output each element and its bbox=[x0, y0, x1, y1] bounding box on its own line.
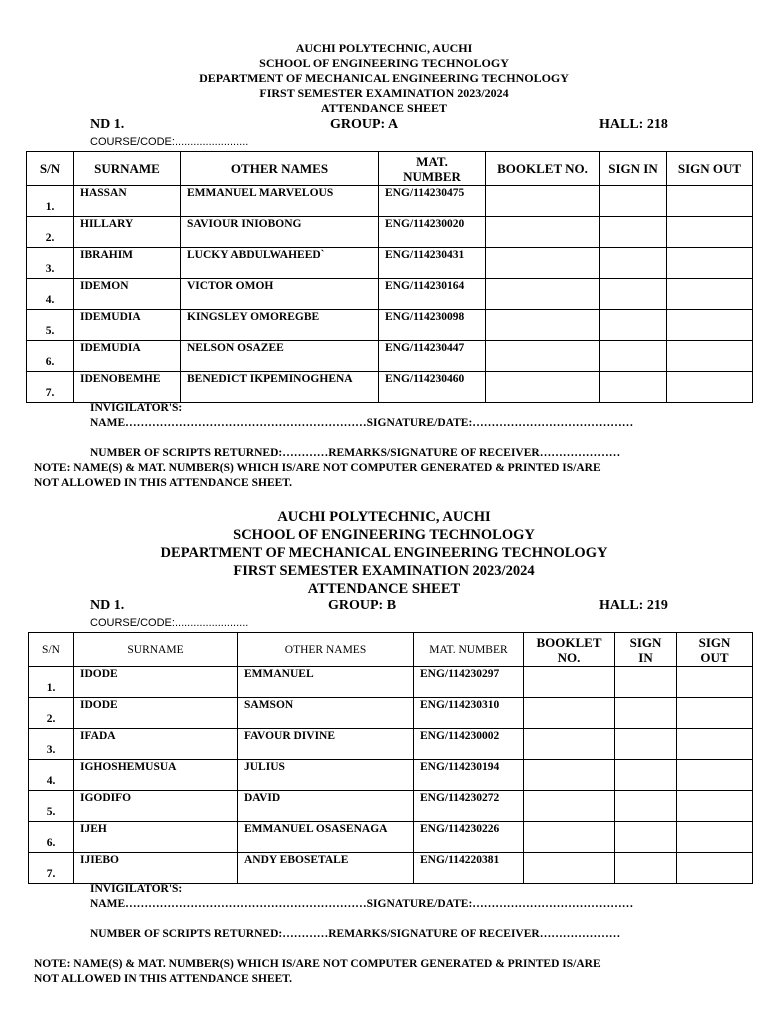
col-booklet: BOOKLET NO. bbox=[486, 152, 600, 186]
row-surname: IBRAHIM bbox=[74, 248, 181, 279]
row-other-names: FAVOUR DIVINE bbox=[238, 729, 414, 760]
sign-out-cell[interactable] bbox=[677, 729, 753, 760]
booklet-cell[interactable] bbox=[486, 217, 600, 248]
invigilator-name-line: NAME………………………………………………………SIGNATURE/DATE:…………………………………… bbox=[90, 898, 634, 910]
row-mat-number: ENG/114230020 bbox=[379, 217, 486, 248]
sign-in-cell[interactable] bbox=[600, 310, 667, 341]
booklet-cell[interactable] bbox=[524, 729, 615, 760]
row-sn: 4. bbox=[27, 279, 74, 310]
table-row bbox=[29, 853, 753, 884]
course-code-line: COURSE/CODE:........................ bbox=[90, 136, 249, 148]
department-title: DEPARTMENT OF MECHANICAL ENGINEERING TECHNOLOGY bbox=[199, 71, 569, 85]
col-surname: SURNAME bbox=[74, 152, 181, 186]
booklet-cell[interactable] bbox=[524, 791, 615, 822]
sign-out-cell[interactable] bbox=[677, 698, 753, 729]
booklet-cell[interactable] bbox=[486, 186, 600, 217]
institution-title: AUCHI POLYTECHNIC, AUCHI bbox=[295, 41, 473, 55]
table-row bbox=[27, 372, 753, 403]
invigilator-label: INVIGILATOR'S: bbox=[90, 402, 183, 414]
col-booklet: BOOKLET NO. bbox=[524, 633, 615, 667]
row-other-names: SAVIOUR INIOBONG bbox=[181, 217, 379, 248]
note-line-1: NOTE: NAME(S) & MAT. NUMBER(S) WHICH IS/ARE NOT COMPUTER GENERATED & PRINTED IS/ARE bbox=[34, 958, 601, 970]
row-sn: 2. bbox=[29, 698, 74, 729]
col-sign-in: SIGN IN bbox=[615, 633, 677, 667]
row-mat-number: ENG/114230002 bbox=[414, 729, 524, 760]
note-line-2: NOT ALLOWED IN THIS ATTENDANCE SHEET. bbox=[34, 973, 292, 985]
table-row bbox=[27, 248, 753, 279]
row-sn: 3. bbox=[27, 248, 74, 279]
row-sn: 6. bbox=[29, 822, 74, 853]
booklet-cell[interactable] bbox=[486, 248, 600, 279]
row-surname: IDENOBEMHE bbox=[74, 372, 181, 403]
row-sn: 7. bbox=[27, 372, 74, 403]
sign-out-cell[interactable] bbox=[677, 822, 753, 853]
sign-out-cell[interactable] bbox=[677, 853, 753, 884]
sign-in-cell[interactable] bbox=[600, 248, 667, 279]
sheet-title: ATTENDANCE SHEET bbox=[307, 581, 461, 597]
booklet-cell[interactable] bbox=[524, 667, 615, 698]
sign-in-cell[interactable] bbox=[600, 186, 667, 217]
col-sn: S/N bbox=[27, 152, 74, 186]
table-row bbox=[27, 341, 753, 372]
booklet-cell[interactable] bbox=[486, 310, 600, 341]
row-sn: 1. bbox=[27, 186, 74, 217]
booklet-cell[interactable] bbox=[524, 853, 615, 884]
booklet-cell[interactable] bbox=[486, 341, 600, 372]
scripts-returned-line: NUMBER OF SCRIPTS RETURNED:…………REMARKS/SIGNATURE OF RECEIVER………………… bbox=[90, 928, 621, 940]
row-surname: IDEMUDIA bbox=[74, 310, 181, 341]
row-other-names: ANDY EBOSETALE bbox=[238, 853, 414, 884]
row-surname: IDEMON bbox=[74, 279, 181, 310]
group-label: GROUP: A bbox=[330, 117, 399, 132]
col-mat-number: MAT. NUMBER bbox=[379, 152, 486, 186]
booklet-cell[interactable] bbox=[524, 822, 615, 853]
booklet-cell[interactable] bbox=[486, 372, 600, 403]
table-row bbox=[29, 791, 753, 822]
sign-out-cell[interactable] bbox=[667, 279, 753, 310]
row-other-names: EMMANUEL MARVELOUS bbox=[181, 186, 379, 217]
sign-out-cell[interactable] bbox=[677, 791, 753, 822]
invigilator-label: INVIGILATOR'S: bbox=[90, 883, 183, 895]
table-row bbox=[27, 279, 753, 310]
sign-in-cell[interactable] bbox=[600, 279, 667, 310]
sheet-title: ATTENDANCE SHEET bbox=[320, 101, 448, 115]
col-sn: S/N bbox=[29, 633, 74, 667]
row-surname: IJIEBO bbox=[74, 853, 238, 884]
row-surname: IDODE bbox=[74, 698, 238, 729]
hall-label: HALL: 218 bbox=[599, 117, 668, 132]
exam-title: FIRST SEMESTER EXAMINATION 2023/2024 bbox=[233, 563, 535, 579]
col-surname: SURNAME bbox=[74, 633, 238, 667]
attendance-table bbox=[26, 151, 753, 403]
sign-in-cell[interactable] bbox=[615, 822, 677, 853]
sign-out-cell[interactable] bbox=[667, 310, 753, 341]
table-row bbox=[29, 729, 753, 760]
booklet-cell[interactable] bbox=[524, 698, 615, 729]
sign-in-cell[interactable] bbox=[615, 853, 677, 884]
sign-in-cell[interactable] bbox=[615, 698, 677, 729]
row-surname: IJEH bbox=[74, 822, 238, 853]
level-label: ND 1. bbox=[90, 598, 125, 613]
row-other-names: VICTOR OMOH bbox=[181, 279, 379, 310]
invigilator-name-line: NAME………………………………………………………SIGNATURE/DATE:…………………………………… bbox=[90, 417, 634, 429]
col-other-names: OTHER NAMES bbox=[181, 152, 379, 186]
table-header-row bbox=[27, 152, 753, 186]
sign-out-cell[interactable] bbox=[667, 217, 753, 248]
row-sn: 5. bbox=[29, 791, 74, 822]
row-mat-number: ENG/114220381 bbox=[414, 853, 524, 884]
col-sign-out: SIGN OUT bbox=[667, 152, 753, 186]
row-other-names: DAVID bbox=[238, 791, 414, 822]
row-mat-number: ENG/114230226 bbox=[414, 822, 524, 853]
row-surname: IGHOSHEMUSUA bbox=[74, 760, 238, 791]
row-mat-number: ENG/114230431 bbox=[379, 248, 486, 279]
row-other-names: NELSON OSAZEE bbox=[181, 341, 379, 372]
row-mat-number: ENG/114230098 bbox=[379, 310, 486, 341]
level-label: ND 1. bbox=[90, 117, 125, 132]
row-other-names: LUCKY ABDULWAHEED` bbox=[181, 248, 379, 279]
row-other-names: KINGSLEY OMOREGBE bbox=[181, 310, 379, 341]
note-line-2: NOT ALLOWED IN THIS ATTENDANCE SHEET. bbox=[34, 477, 292, 489]
table-row bbox=[29, 667, 753, 698]
row-mat-number: ENG/114230297 bbox=[414, 667, 524, 698]
row-mat-number: ENG/114230460 bbox=[379, 372, 486, 403]
row-sn: 7. bbox=[29, 853, 74, 884]
sign-in-cell[interactable] bbox=[615, 760, 677, 791]
row-sn: 2. bbox=[27, 217, 74, 248]
note-line-1: NOTE: NAME(S) & MAT. NUMBER(S) WHICH IS/ARE NOT COMPUTER GENERATED & PRINTED IS/ARE bbox=[34, 462, 601, 474]
hall-label: HALL: 219 bbox=[599, 598, 668, 613]
row-other-names: EMMANUEL bbox=[238, 667, 414, 698]
row-other-names: EMMANUEL OSASENAGA bbox=[238, 822, 414, 853]
sign-in-cell[interactable] bbox=[600, 341, 667, 372]
booklet-cell[interactable] bbox=[486, 279, 600, 310]
row-sn: 6. bbox=[27, 341, 74, 372]
table-header-row bbox=[29, 633, 753, 667]
table-row bbox=[29, 698, 753, 729]
sign-in-cell[interactable] bbox=[615, 791, 677, 822]
attendance-table bbox=[28, 632, 753, 884]
row-other-names: BENEDICT IKPEMINOGHENA bbox=[181, 372, 379, 403]
sign-out-cell[interactable] bbox=[667, 372, 753, 403]
sign-in-cell[interactable] bbox=[600, 372, 667, 403]
table-row bbox=[27, 310, 753, 341]
booklet-cell[interactable] bbox=[524, 760, 615, 791]
row-mat-number: ENG/114230272 bbox=[414, 791, 524, 822]
col-sign-out: SIGN OUT bbox=[677, 633, 753, 667]
school-title: SCHOOL OF ENGINEERING TECHNOLOGY bbox=[259, 56, 509, 70]
row-other-names: SAMSON bbox=[238, 698, 414, 729]
row-surname: HASSAN bbox=[74, 186, 181, 217]
scripts-returned-line: NUMBER OF SCRIPTS RETURNED:…………REMARKS/SIGNATURE OF RECEIVER………………… bbox=[90, 447, 621, 459]
row-sn: 4. bbox=[29, 760, 74, 791]
row-sn: 1. bbox=[29, 667, 74, 698]
row-surname: IDEMUDIA bbox=[74, 341, 181, 372]
row-sn: 5. bbox=[27, 310, 74, 341]
row-surname: IGODIFO bbox=[74, 791, 238, 822]
school-title: SCHOOL OF ENGINEERING TECHNOLOGY bbox=[233, 527, 535, 543]
sign-in-cell[interactable] bbox=[615, 729, 677, 760]
col-sign-in: SIGN IN bbox=[600, 152, 667, 186]
table-row bbox=[29, 760, 753, 791]
row-mat-number: ENG/114230447 bbox=[379, 341, 486, 372]
row-surname: IDODE bbox=[74, 667, 238, 698]
table-row bbox=[27, 186, 753, 217]
row-mat-number: ENG/114230194 bbox=[414, 760, 524, 791]
institution-title: AUCHI POLYTECHNIC, AUCHI bbox=[277, 509, 491, 525]
col-other-names: OTHER NAMES bbox=[238, 633, 414, 667]
row-surname: HILLARY bbox=[74, 217, 181, 248]
sign-out-cell[interactable] bbox=[667, 341, 753, 372]
col-mat-number: MAT. NUMBER bbox=[414, 633, 524, 667]
row-sn: 3. bbox=[29, 729, 74, 760]
row-mat-number: ENG/114230310 bbox=[414, 698, 524, 729]
sign-in-cell[interactable] bbox=[600, 217, 667, 248]
table-row bbox=[29, 822, 753, 853]
row-mat-number: ENG/114230475 bbox=[379, 186, 486, 217]
department-title: DEPARTMENT OF MECHANICAL ENGINEERING TECHNOLOGY bbox=[160, 545, 608, 561]
sign-out-cell[interactable] bbox=[667, 248, 753, 279]
table-row bbox=[27, 217, 753, 248]
sign-in-cell[interactable] bbox=[615, 667, 677, 698]
row-mat-number: ENG/114230164 bbox=[379, 279, 486, 310]
exam-title: FIRST SEMESTER EXAMINATION 2023/2024 bbox=[259, 86, 509, 100]
sign-out-cell[interactable] bbox=[677, 667, 753, 698]
sign-out-cell[interactable] bbox=[667, 186, 753, 217]
row-surname: IFADA bbox=[74, 729, 238, 760]
group-label: GROUP: B bbox=[328, 598, 397, 613]
row-other-names: JULIUS bbox=[238, 760, 414, 791]
course-code-line: COURSE/CODE:........................ bbox=[90, 617, 249, 629]
sign-out-cell[interactable] bbox=[677, 760, 753, 791]
